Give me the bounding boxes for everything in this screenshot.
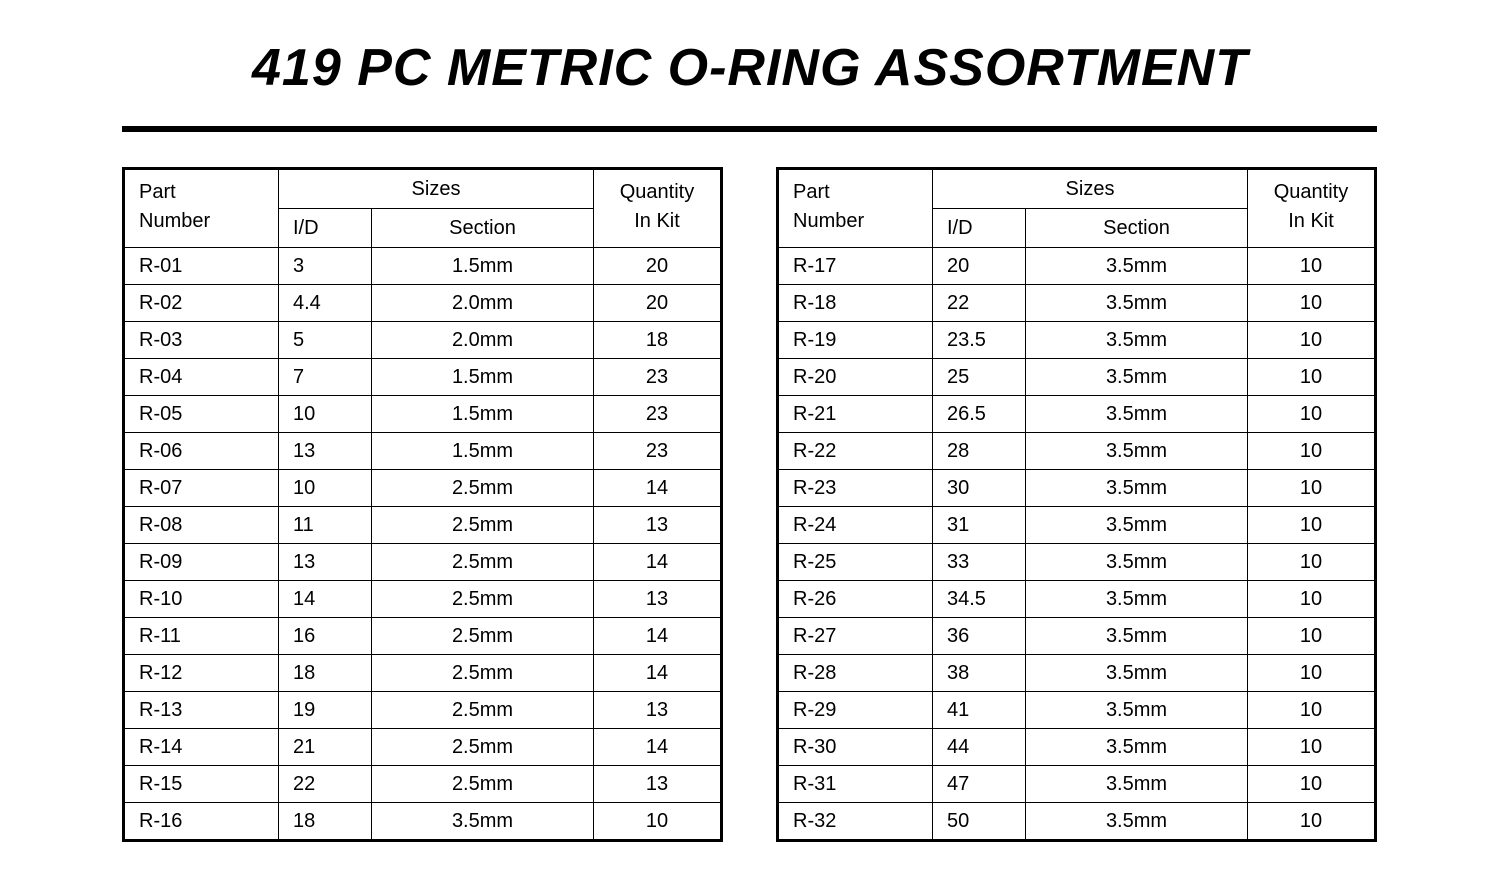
cell-section: 1.5mm: [372, 359, 594, 396]
cell-part-number: R-24: [778, 507, 933, 544]
cell-section: 3.5mm: [1026, 766, 1248, 803]
table-header-left: [124, 169, 722, 248]
table-body-right: [778, 248, 1376, 841]
cell-quantity: 23: [594, 359, 722, 396]
cell-quantity: 10: [1248, 285, 1376, 322]
header-id: I/D: [279, 209, 372, 248]
cell-part-number: R-09: [124, 544, 279, 581]
header-qty-line2: In Kit: [634, 210, 680, 232]
cell-quantity: 23: [594, 396, 722, 433]
cell-part-number: R-02: [124, 285, 279, 322]
cell-part-number: R-12: [124, 655, 279, 692]
cell-inner-diameter: 13: [279, 544, 372, 581]
cell-section: 1.5mm: [372, 396, 594, 433]
table-row: [778, 285, 1376, 322]
header-sizes: Sizes: [279, 169, 594, 209]
cell-section: 1.5mm: [372, 433, 594, 470]
cell-part-number: R-10: [124, 581, 279, 618]
cell-inner-diameter: 47: [933, 766, 1026, 803]
cell-inner-diameter: 20: [933, 248, 1026, 285]
header-qty-line2: In Kit: [1288, 210, 1334, 232]
table-row: [778, 322, 1376, 359]
cell-part-number: R-20: [778, 359, 933, 396]
cell-part-number: R-21: [778, 396, 933, 433]
cell-section: 2.5mm: [372, 581, 594, 618]
cell-quantity: 13: [594, 581, 722, 618]
cell-part-number: R-18: [778, 285, 933, 322]
header-part-line1: Part: [139, 181, 176, 203]
cell-part-number: R-13: [124, 692, 279, 729]
cell-part-number: R-30: [778, 729, 933, 766]
cell-section: 3.5mm: [1026, 581, 1248, 618]
header-quantity-in-kit: [1248, 169, 1376, 248]
cell-quantity: 10: [1248, 729, 1376, 766]
cell-inner-diameter: 16: [279, 618, 372, 655]
header-quantity-in-kit: [594, 169, 722, 248]
table-header-right: [778, 169, 1376, 248]
table-row: [124, 729, 722, 766]
cell-inner-diameter: 50: [933, 803, 1026, 841]
cell-inner-diameter: 3: [279, 248, 372, 285]
parts-table-left: [122, 167, 723, 842]
cell-part-number: R-01: [124, 248, 279, 285]
cell-quantity: 10: [1248, 618, 1376, 655]
cell-section: 2.0mm: [372, 285, 594, 322]
header-section: Section: [1026, 209, 1248, 248]
table-row: [124, 655, 722, 692]
cell-quantity: 14: [594, 729, 722, 766]
cell-quantity: 13: [594, 692, 722, 729]
cell-inner-diameter: 21: [279, 729, 372, 766]
table-row: [778, 359, 1376, 396]
header-qty-line1: Quantity: [1273, 181, 1349, 203]
cell-inner-diameter: 44: [933, 729, 1026, 766]
cell-section: 2.0mm: [372, 322, 594, 359]
table-row: [124, 544, 722, 581]
header-part-line1: Part: [793, 181, 830, 203]
cell-inner-diameter: 10: [279, 470, 372, 507]
cell-quantity: 14: [594, 655, 722, 692]
cell-part-number: R-14: [124, 729, 279, 766]
cell-quantity: 10: [1248, 470, 1376, 507]
cell-section: 3.5mm: [1026, 803, 1248, 841]
page-title: 419 PC METRIC O-RING ASSORTMENT: [252, 39, 1248, 97]
cell-quantity: 14: [594, 544, 722, 581]
cell-section: 3.5mm: [1026, 507, 1248, 544]
table-row: [124, 507, 722, 544]
table-row: [124, 359, 722, 396]
cell-inner-diameter: 30: [933, 470, 1026, 507]
cell-inner-diameter: 18: [279, 655, 372, 692]
cell-inner-diameter: 23.5: [933, 322, 1026, 359]
cell-section: 3.5mm: [1026, 655, 1248, 692]
table-row: [124, 581, 722, 618]
cell-section: 3.5mm: [1026, 248, 1248, 285]
cell-part-number: R-26: [778, 581, 933, 618]
cell-quantity: 18: [594, 322, 722, 359]
cell-inner-diameter: 25: [933, 359, 1026, 396]
cell-quantity: 10: [1248, 655, 1376, 692]
cell-inner-diameter: 14: [279, 581, 372, 618]
cell-quantity: 10: [1248, 581, 1376, 618]
table-row: [778, 507, 1376, 544]
header-part-line2: Number: [139, 210, 211, 232]
cell-inner-diameter: 7: [279, 359, 372, 396]
cell-quantity: 20: [594, 285, 722, 322]
cell-part-number: R-28: [778, 655, 933, 692]
table-row: [778, 396, 1376, 433]
table-row: [124, 396, 722, 433]
cell-inner-diameter: 22: [933, 285, 1026, 322]
cell-quantity: 10: [1248, 803, 1376, 841]
table-row: [778, 470, 1376, 507]
table-row: [778, 803, 1376, 841]
cell-quantity: 23: [594, 433, 722, 470]
cell-quantity: 10: [1248, 396, 1376, 433]
cell-section: 3.5mm: [1026, 729, 1248, 766]
cell-part-number: R-07: [124, 470, 279, 507]
cell-inner-diameter: 28: [933, 433, 1026, 470]
header-id: I/D: [933, 209, 1026, 248]
cell-quantity: 20: [594, 248, 722, 285]
header-qty-line1: Quantity: [619, 181, 695, 203]
cell-quantity: 10: [594, 803, 722, 841]
cell-part-number: R-17: [778, 248, 933, 285]
cell-quantity: 14: [594, 470, 722, 507]
table-row: [124, 285, 722, 322]
cell-section: 1.5mm: [372, 248, 594, 285]
table-row: [778, 766, 1376, 803]
cell-quantity: 13: [594, 507, 722, 544]
cell-part-number: R-22: [778, 433, 933, 470]
cell-inner-diameter: 19: [279, 692, 372, 729]
cell-part-number: R-29: [778, 692, 933, 729]
cell-inner-diameter: 26.5: [933, 396, 1026, 433]
cell-section: 3.5mm: [1026, 396, 1248, 433]
cell-part-number: R-06: [124, 433, 279, 470]
table-row: [778, 581, 1376, 618]
cell-inner-diameter: 34.5: [933, 581, 1026, 618]
header-row-top: [124, 169, 722, 209]
cell-inner-diameter: 31: [933, 507, 1026, 544]
table-row: [124, 618, 722, 655]
table-row: [778, 248, 1376, 285]
cell-part-number: R-19: [778, 322, 933, 359]
table-row: [778, 433, 1376, 470]
cell-part-number: R-32: [778, 803, 933, 841]
cell-section: 2.5mm: [372, 618, 594, 655]
cell-inner-diameter: 33: [933, 544, 1026, 581]
cell-quantity: 10: [1248, 359, 1376, 396]
table-row: [778, 544, 1376, 581]
cell-part-number: R-25: [778, 544, 933, 581]
cell-quantity: 10: [1248, 433, 1376, 470]
table-row: [124, 470, 722, 507]
cell-part-number: R-27: [778, 618, 933, 655]
title-divider: [122, 126, 1377, 132]
cell-quantity: 10: [1248, 507, 1376, 544]
cell-part-number: R-11: [124, 618, 279, 655]
cell-inner-diameter: 18: [279, 803, 372, 841]
cell-section: 3.5mm: [1026, 692, 1248, 729]
table-row: [124, 248, 722, 285]
cell-quantity: 10: [1248, 322, 1376, 359]
header-part-number: [124, 169, 279, 248]
cell-part-number: R-08: [124, 507, 279, 544]
cell-section: 2.5mm: [372, 507, 594, 544]
cell-section: 3.5mm: [1026, 470, 1248, 507]
cell-quantity: 10: [1248, 248, 1376, 285]
header-row-top: [778, 169, 1376, 209]
cell-section: 2.5mm: [372, 766, 594, 803]
cell-section: 2.5mm: [372, 470, 594, 507]
cell-inner-diameter: 5: [279, 322, 372, 359]
parts-table-right: [776, 167, 1377, 842]
cell-quantity: 13: [594, 766, 722, 803]
table-row: [778, 692, 1376, 729]
cell-section: 2.5mm: [372, 692, 594, 729]
header-section: Section: [372, 209, 594, 248]
cell-inner-diameter: 4.4: [279, 285, 372, 322]
cell-part-number: R-03: [124, 322, 279, 359]
cell-part-number: R-16: [124, 803, 279, 841]
cell-section: 3.5mm: [372, 803, 594, 841]
table-row: [124, 766, 722, 803]
table-row: [778, 618, 1376, 655]
cell-quantity: 10: [1248, 692, 1376, 729]
tables-container: [122, 167, 1377, 842]
cell-section: 3.5mm: [1026, 285, 1248, 322]
cell-part-number: R-23: [778, 470, 933, 507]
cell-part-number: R-31: [778, 766, 933, 803]
header-part-number: [778, 169, 933, 248]
table-row: [778, 729, 1376, 766]
cell-section: 2.5mm: [372, 544, 594, 581]
header-part-line2: Number: [793, 210, 865, 232]
cell-section: 3.5mm: [1026, 322, 1248, 359]
cell-inner-diameter: 13: [279, 433, 372, 470]
cell-section: 2.5mm: [372, 729, 594, 766]
header-sizes: Sizes: [933, 169, 1248, 209]
cell-section: 3.5mm: [1026, 618, 1248, 655]
cell-inner-diameter: 41: [933, 692, 1026, 729]
cell-section: 3.5mm: [1026, 544, 1248, 581]
cell-quantity: 14: [594, 618, 722, 655]
cell-part-number: R-04: [124, 359, 279, 396]
cell-part-number: R-15: [124, 766, 279, 803]
table-row: [778, 655, 1376, 692]
cell-inner-diameter: 10: [279, 396, 372, 433]
cell-section: 2.5mm: [372, 655, 594, 692]
cell-inner-diameter: 22: [279, 766, 372, 803]
cell-part-number: R-05: [124, 396, 279, 433]
table-row: [124, 803, 722, 841]
table-row: [124, 692, 722, 729]
cell-section: 3.5mm: [1026, 433, 1248, 470]
cell-inner-diameter: 36: [933, 618, 1026, 655]
table-row: [124, 322, 722, 359]
cell-inner-diameter: 11: [279, 507, 372, 544]
cell-quantity: 10: [1248, 766, 1376, 803]
cell-inner-diameter: 38: [933, 655, 1026, 692]
cell-section: 3.5mm: [1026, 359, 1248, 396]
cell-quantity: 10: [1248, 544, 1376, 581]
table-body-left: [124, 248, 722, 841]
table-row: [124, 433, 722, 470]
